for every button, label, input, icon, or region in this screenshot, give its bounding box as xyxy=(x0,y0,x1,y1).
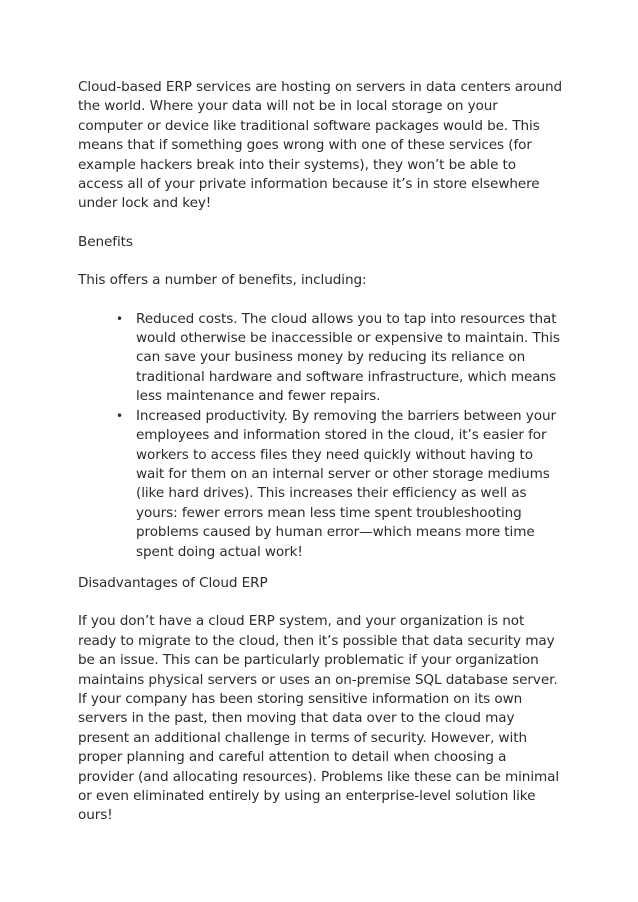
bullet-icon: • xyxy=(116,408,123,423)
intro-paragraph: Cloud-based ERP services are hosting on servers in data centers around the world. Where your data will not be in local storage on your computer or device like traditional software packages would be. This means that if something goes wrong with one of these services (for example hackers break into their systems), they won’t be able to access all of your private information because it’s in store elsewhere under lock and key! xyxy=(78,79,563,212)
disadvantages-paragraph: If you don’t have a cloud ERP system, and your organization is not ready to migrate to the cloud, then it’s possible that data security may be an issue. This can be particularly problematic if your organization maintains physical servers or uses an on-premise SQL database server. If your company has been storing sensitive information on its own servers in the past, then moving that data over to the cloud may present an additional challenge in terms of security. However, with proper planning and careful attention to detail when choosing a provider (and allocating resources). Problems like these can be minimal or even eliminated entirely by using an enterprise-level solution like ours! xyxy=(78,613,560,824)
list-item-text: Increased productivity. By removing the barriers between your employees and information stored in the cloud, it’s easier for workers to access files they need quickly without having to wait for them on an internal server or other storage mediums (like hard drives). This increases their efficiency as well as yours: fewer errors mean less time spent troubleshooting problems caused by human error—which means more time spent doing actual work! xyxy=(136,407,556,560)
bullet-icon: • xyxy=(116,311,123,326)
benefits-intro: This offers a number of benefits, including: xyxy=(78,272,367,289)
document-page xyxy=(78,78,564,845)
list-item xyxy=(116,310,564,407)
benefits-list xyxy=(78,310,564,562)
disadvantages-heading: Disadvantages of Cloud ERP xyxy=(78,574,268,591)
benefits-heading: Benefits xyxy=(78,233,133,250)
list-item-text: Reduced costs. The cloud allows you to tap into resources that would otherwise be inaccessible or expensive to maintain. This can save your business money by reducing its reliance on traditional hardware and software infrastructure, which means less maintenance and fewer repairs. xyxy=(136,310,560,405)
list-item xyxy=(116,407,564,562)
